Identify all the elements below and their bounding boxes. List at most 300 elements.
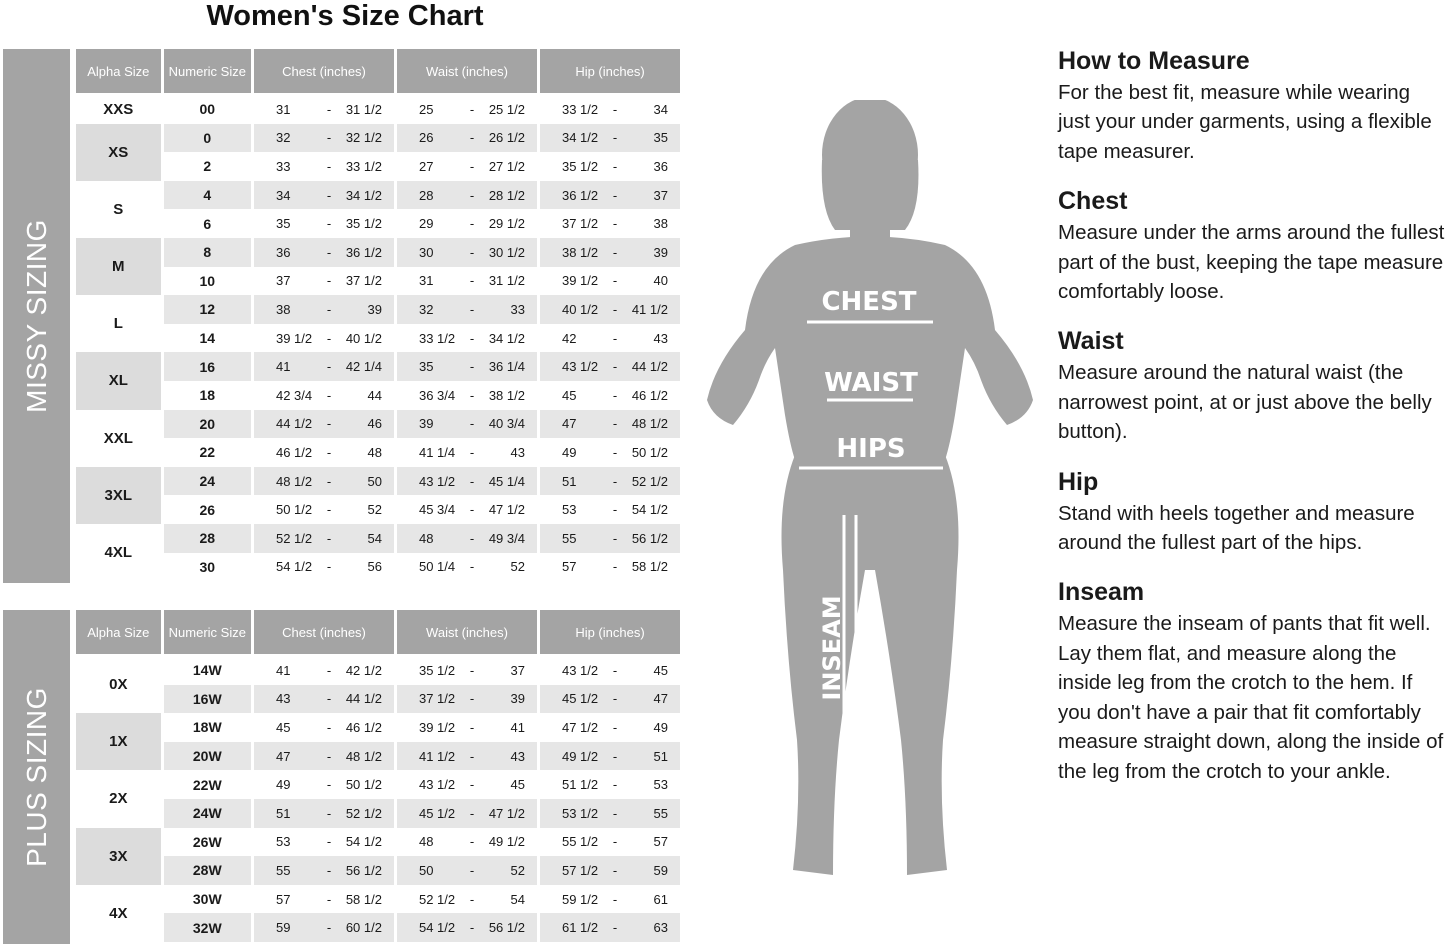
range-dash: -: [612, 805, 618, 821]
hip-min-value: 38 1/2: [561, 244, 599, 260]
instruction-heading: Chest: [1058, 187, 1128, 216]
chest-range-cell: [254, 828, 394, 857]
hip-range-cell: [540, 181, 680, 210]
hips-label: HIPS: [836, 434, 906, 464]
alpha-size-cell: 3XL: [76, 467, 161, 524]
waist-min-value: 52 1/2: [418, 891, 456, 907]
alpha-size-header: Alpha Size: [76, 49, 161, 95]
range-dash: -: [469, 444, 475, 460]
numeric-size-cell: 24: [164, 467, 251, 496]
range-dash: -: [612, 187, 618, 203]
chest-min-value: 36: [275, 244, 291, 260]
hip-range: [540, 559, 680, 574]
hip-range: [540, 892, 680, 907]
chest-range: [254, 531, 394, 546]
hip-min-value: 53 1/2: [561, 805, 599, 821]
waist-range: [397, 863, 537, 878]
plus-table-body: [76, 656, 680, 942]
hip-max-value: 36: [653, 158, 668, 174]
chest-range: [254, 245, 394, 260]
hip-range: [540, 531, 680, 546]
table-row: [76, 152, 680, 181]
page-title: Women's Size Chart: [206, 0, 484, 32]
hip-min-value: 43 1/2: [561, 662, 599, 678]
hip-range-cell: [540, 913, 680, 942]
chest-min-value: 34: [275, 187, 291, 203]
waist-range: [397, 720, 537, 735]
waist-min-value: 37 1/2: [418, 691, 456, 707]
waist-range: [397, 663, 537, 678]
waist-min-value: 29: [418, 216, 434, 232]
hip-min-value: 42: [561, 330, 577, 346]
chest-max-value: 58 1/2: [345, 891, 382, 907]
hip-max-value: 59: [653, 862, 668, 878]
chest-min-value: 54 1/2: [275, 559, 313, 575]
chest-min-value: 49: [275, 777, 291, 793]
table-row: [76, 553, 680, 582]
hip-max-value: 63: [653, 920, 668, 936]
chest-max-value: 46: [367, 416, 382, 432]
waist-max-value: 49 1/2: [488, 834, 525, 850]
chest-range: [254, 102, 394, 117]
numeric-size-cell: 32W: [164, 913, 251, 942]
numeric-size-cell: 2: [164, 152, 251, 181]
numeric-size-cell: 16W: [164, 685, 251, 714]
hip-max-value: 53: [653, 777, 668, 793]
chest-min-value: 41: [275, 662, 291, 678]
range-dash: -: [469, 891, 475, 907]
range-dash: -: [326, 387, 332, 403]
range-dash: -: [612, 330, 618, 346]
chest-range-cell: [254, 124, 394, 153]
hip-min-value: 36 1/2: [561, 187, 599, 203]
hip-min-value: 34 1/2: [561, 130, 599, 146]
range-dash: -: [326, 130, 332, 146]
table-row: [76, 495, 680, 524]
hip-range-cell: [540, 152, 680, 181]
chest-max-value: 31 1/2: [345, 101, 382, 117]
table-row: [76, 713, 680, 742]
waist-min-value: 41 1/4: [418, 444, 456, 460]
table-row: [76, 438, 680, 467]
waist-max-value: 29 1/2: [488, 216, 525, 232]
instruction-waist: [1058, 324, 1446, 446]
range-dash: -: [326, 273, 332, 289]
numeric-size-cell: 20: [164, 410, 251, 439]
hip-range-cell: [540, 95, 680, 124]
range-dash: -: [326, 777, 332, 793]
waist-min-value: 45 1/2: [418, 805, 456, 821]
chest-range-cell: [254, 467, 394, 496]
range-dash: -: [326, 444, 332, 460]
chest-min-value: 51: [275, 805, 291, 821]
chest-min-value: 42 3/4: [275, 387, 313, 403]
body-measurement-figure: [695, 100, 1045, 900]
hip-range: [540, 416, 680, 431]
chest-range-cell: [254, 438, 394, 467]
chest-range: [254, 863, 394, 878]
waist-range: [397, 502, 537, 517]
waist-max-value: 56 1/2: [488, 920, 525, 936]
alpha-size-cell: 4X: [76, 885, 161, 942]
chest-min-value: 44 1/2: [275, 416, 313, 432]
chest-range: [254, 359, 394, 374]
waist-range-cell: [397, 495, 537, 524]
hip-min-value: 59 1/2: [561, 891, 599, 907]
hip-min-value: 57: [561, 559, 577, 575]
table-row: [76, 209, 680, 238]
hip-range: [540, 159, 680, 174]
hip-range-cell: [540, 885, 680, 914]
instruction-text: Measure the inseam of pants that fit well. Lay them flat, and measure along the inside leg from the crotch to the hem. If you don't have a pair that fit comfortably measure straight down, along the inside of the leg from the crotch to your ankle.: [1058, 612, 1444, 783]
hip-max-value: 40: [653, 273, 668, 289]
chest-max-value: 50: [367, 473, 382, 489]
body-silhouette: [695, 100, 1045, 900]
chest-range: [254, 159, 394, 174]
waist-min-value: 26: [418, 130, 434, 146]
chest-max-value: 34 1/2: [345, 187, 382, 203]
hip-range: [540, 834, 680, 849]
hip-range-cell: [540, 238, 680, 267]
hip-min-value: 40 1/2: [561, 301, 599, 317]
hip-range-cell: [540, 209, 680, 238]
waist-min-value: 43 1/2: [418, 777, 456, 793]
range-dash: -: [326, 416, 332, 432]
hip-range-cell: [540, 856, 680, 885]
waist-range-cell: [397, 95, 537, 124]
waist-range-cell: [397, 856, 537, 885]
alpha-size-cell: XL: [76, 352, 161, 409]
table-row: [76, 799, 680, 828]
range-dash: -: [326, 158, 332, 174]
range-dash: -: [612, 530, 618, 546]
hip-max-value: 45: [653, 662, 668, 678]
hip-min-value: 55: [561, 530, 577, 546]
range-dash: -: [326, 862, 332, 878]
chest-min-value: 37: [275, 273, 291, 289]
range-dash: -: [326, 502, 332, 518]
chest-max-value: 42 1/4: [345, 359, 382, 375]
waist-min-value: 45 3/4: [418, 502, 456, 518]
range-dash: -: [612, 216, 618, 232]
chest-max-value: 48 1/2: [345, 748, 382, 764]
numeric-size-cell: 4: [164, 181, 251, 210]
chest-label: CHEST: [821, 287, 917, 317]
waist-range-cell: [397, 799, 537, 828]
alpha-size-header: Alpha Size: [76, 610, 161, 656]
chest-range-cell: [254, 713, 394, 742]
waist-min-value: 35: [418, 359, 434, 375]
chest-range: [254, 777, 394, 792]
chest-range: [254, 273, 394, 288]
hip-range: [540, 749, 680, 764]
numeric-size-cell: 26: [164, 495, 251, 524]
range-dash: -: [469, 834, 475, 850]
chest-max-value: 36 1/2: [345, 244, 382, 260]
hip-min-value: 39 1/2: [561, 273, 599, 289]
waist-range: [397, 531, 537, 546]
range-dash: -: [469, 187, 475, 203]
hip-range: [540, 388, 680, 403]
waist-header: Waist (inches): [397, 49, 537, 95]
waist-range: [397, 559, 537, 574]
chest-max-value: 60 1/2: [345, 920, 382, 936]
range-dash: -: [612, 559, 618, 575]
waist-range: [397, 691, 537, 706]
alpha-size-cell: M: [76, 238, 161, 295]
hip-min-value: 51: [561, 473, 577, 489]
waist-range-cell: [397, 770, 537, 799]
range-dash: -: [469, 301, 475, 317]
hip-max-value: 44 1/2: [631, 359, 668, 375]
range-dash: -: [469, 777, 475, 793]
plus-side-band: [3, 610, 70, 944]
hip-range: [540, 863, 680, 878]
hip-max-value: 48 1/2: [631, 416, 668, 432]
waist-min-value: 36 3/4: [418, 387, 456, 403]
chest-min-value: 33: [275, 158, 291, 174]
waist-max-value: 25 1/2: [488, 101, 525, 117]
chest-max-value: 52 1/2: [345, 805, 382, 821]
waist-range: [397, 331, 537, 346]
chest-range-cell: [254, 656, 394, 685]
waist-min-value: 50 1/4: [418, 559, 456, 575]
waist-range: [397, 102, 537, 117]
chest-min-value: 48 1/2: [275, 473, 313, 489]
hip-range: [540, 777, 680, 792]
chest-range: [254, 416, 394, 431]
range-dash: -: [469, 473, 475, 489]
hip-min-value: 55 1/2: [561, 834, 599, 850]
numeric-size-cell: 14W: [164, 656, 251, 685]
chest-min-value: 43: [275, 691, 291, 707]
range-dash: -: [469, 748, 475, 764]
numeric-size-cell: 30W: [164, 885, 251, 914]
instruction-how-to-measure: [1058, 44, 1446, 166]
range-dash: -: [326, 359, 332, 375]
table-row: [76, 656, 680, 685]
table-row: [76, 181, 680, 210]
hip-range: [540, 691, 680, 706]
hip-range: [540, 474, 680, 489]
range-dash: -: [612, 473, 618, 489]
waist-range: [397, 388, 537, 403]
plus-size-table: [73, 610, 683, 942]
chest-max-value: 56 1/2: [345, 862, 382, 878]
numeric-size-cell: 18: [164, 381, 251, 410]
silhouette-shape: [707, 100, 1033, 875]
chest-min-value: 53: [275, 834, 291, 850]
numeric-size-cell: 0: [164, 124, 251, 153]
chest-max-value: 40 1/2: [345, 330, 382, 346]
chest-range: [254, 834, 394, 849]
chest-range: [254, 216, 394, 231]
waist-min-value: 28: [418, 187, 434, 203]
waist-range: [397, 188, 537, 203]
waist-min-value: 25: [418, 101, 434, 117]
range-dash: -: [326, 473, 332, 489]
table-row: [76, 124, 680, 153]
waist-max-value: 37: [510, 662, 525, 678]
chest-min-value: 59: [275, 920, 291, 936]
chest-range: [254, 920, 394, 935]
hip-min-value: 57 1/2: [561, 862, 599, 878]
waist-range-cell: [397, 152, 537, 181]
waist-range-cell: [397, 324, 537, 353]
chest-max-value: 39: [367, 301, 382, 317]
table-row: [76, 352, 680, 381]
range-dash: -: [612, 273, 618, 289]
alpha-size-cell: 2X: [76, 770, 161, 827]
range-dash: -: [469, 244, 475, 260]
hip-max-value: 56 1/2: [631, 530, 668, 546]
chest-max-value: 50 1/2: [345, 777, 382, 793]
hip-max-value: 54 1/2: [631, 502, 668, 518]
waist-range-cell: [397, 742, 537, 771]
chest-max-value: 54: [367, 530, 382, 546]
instruction-inseam: [1058, 575, 1446, 785]
hip-max-value: 49: [653, 719, 668, 735]
waist-max-value: 28 1/2: [488, 187, 525, 203]
chest-min-value: 50 1/2: [275, 502, 313, 518]
range-dash: -: [326, 301, 332, 317]
chest-range-cell: [254, 524, 394, 553]
range-dash: -: [612, 777, 618, 793]
chest-max-value: 48: [367, 444, 382, 460]
range-dash: -: [469, 330, 475, 346]
waist-max-value: 49 3/4: [488, 530, 525, 546]
hip-range-cell: [540, 553, 680, 582]
chest-range-cell: [254, 352, 394, 381]
table-row: [76, 324, 680, 353]
waist-max-value: 43: [510, 444, 525, 460]
waist-range: [397, 892, 537, 907]
hip-range-cell: [540, 324, 680, 353]
alpha-size-cell: XS: [76, 124, 161, 181]
missy-side-band: [3, 49, 70, 583]
chest-range: [254, 474, 394, 489]
waist-range-cell: [397, 467, 537, 496]
instruction-heading: Waist: [1058, 327, 1124, 356]
table-row: [76, 685, 680, 714]
waist-range-cell: [397, 238, 537, 267]
chest-min-value: 31: [275, 101, 291, 117]
waist-range: [397, 806, 537, 821]
waist-range-cell: [397, 913, 537, 942]
hip-range-cell: [540, 467, 680, 496]
chest-range-cell: [254, 742, 394, 771]
table-row: [76, 267, 680, 296]
range-dash: -: [469, 216, 475, 232]
alpha-size-cell: 3X: [76, 828, 161, 885]
table-row: [76, 742, 680, 771]
numeric-size-cell: 10: [164, 267, 251, 296]
hip-min-value: 61 1/2: [561, 920, 599, 936]
waist-max-value: 34 1/2: [488, 330, 525, 346]
waist-max-value: 54: [510, 891, 525, 907]
waist-range: [397, 245, 537, 260]
hip-min-value: 47: [561, 416, 577, 432]
range-dash: -: [612, 920, 618, 936]
range-dash: -: [326, 216, 332, 232]
waist-range: [397, 359, 537, 374]
waist-range: [397, 130, 537, 145]
instruction-chest: [1058, 184, 1446, 306]
hip-range: [540, 102, 680, 117]
plus-sizing-label: PLUS SIZING: [20, 687, 52, 867]
chest-min-value: 47: [275, 748, 291, 764]
waist-max-value: 47 1/2: [488, 805, 525, 821]
numeric-size-cell: 22: [164, 438, 251, 467]
waist-range-cell: [397, 438, 537, 467]
hip-range: [540, 359, 680, 374]
range-dash: -: [469, 805, 475, 821]
range-dash: -: [326, 691, 332, 707]
range-dash: -: [612, 691, 618, 707]
range-dash: -: [612, 719, 618, 735]
numeric-size-cell: 16: [164, 352, 251, 381]
waist-min-value: 48: [418, 530, 434, 546]
hip-max-value: 52 1/2: [631, 473, 668, 489]
waist-min-value: 43 1/2: [418, 473, 456, 489]
instruction-text: Stand with heels together and measure around the fullest part of the hips.: [1058, 501, 1415, 555]
hip-range-cell: [540, 124, 680, 153]
range-dash: -: [326, 662, 332, 678]
range-dash: -: [326, 891, 332, 907]
hip-range: [540, 806, 680, 821]
chest-range-cell: [254, 495, 394, 524]
waist-max-value: 39: [510, 691, 525, 707]
waist-min-value: 39: [418, 416, 434, 432]
numeric-size-cell: 00: [164, 95, 251, 124]
range-dash: -: [612, 101, 618, 117]
chest-range-cell: [254, 295, 394, 324]
table-row: [76, 770, 680, 799]
alpha-size-cell: L: [76, 295, 161, 352]
chest-min-value: 55: [275, 862, 291, 878]
chest-max-value: 33 1/2: [345, 158, 382, 174]
waist-range-cell: [397, 295, 537, 324]
chest-range: [254, 445, 394, 460]
chest-range: [254, 188, 394, 203]
chest-range-cell: [254, 238, 394, 267]
chest-min-value: 45: [275, 719, 291, 735]
missy-size-table: [73, 49, 683, 581]
waist-max-value: 45 1/4: [488, 473, 525, 489]
hip-max-value: 41 1/2: [631, 301, 668, 317]
hip-range: [540, 245, 680, 260]
chest-header: Chest (inches): [254, 49, 394, 95]
hip-max-value: 43: [653, 330, 668, 346]
hip-range: [540, 302, 680, 317]
range-dash: -: [326, 244, 332, 260]
hip-range-cell: [540, 495, 680, 524]
hip-range: [540, 331, 680, 346]
chest-range-cell: [254, 95, 394, 124]
waist-max-value: 47 1/2: [488, 502, 525, 518]
instruction-heading: Inseam: [1058, 578, 1145, 607]
numeric-size-cell: 30: [164, 553, 251, 582]
chest-range-cell: [254, 152, 394, 181]
chest-min-value: 38: [275, 301, 291, 317]
range-dash: -: [612, 244, 618, 260]
range-dash: -: [469, 719, 475, 735]
hip-min-value: 47 1/2: [561, 719, 599, 735]
waist-range-cell: [397, 352, 537, 381]
range-dash: -: [612, 891, 618, 907]
range-dash: -: [469, 130, 475, 146]
waist-range-cell: [397, 553, 537, 582]
